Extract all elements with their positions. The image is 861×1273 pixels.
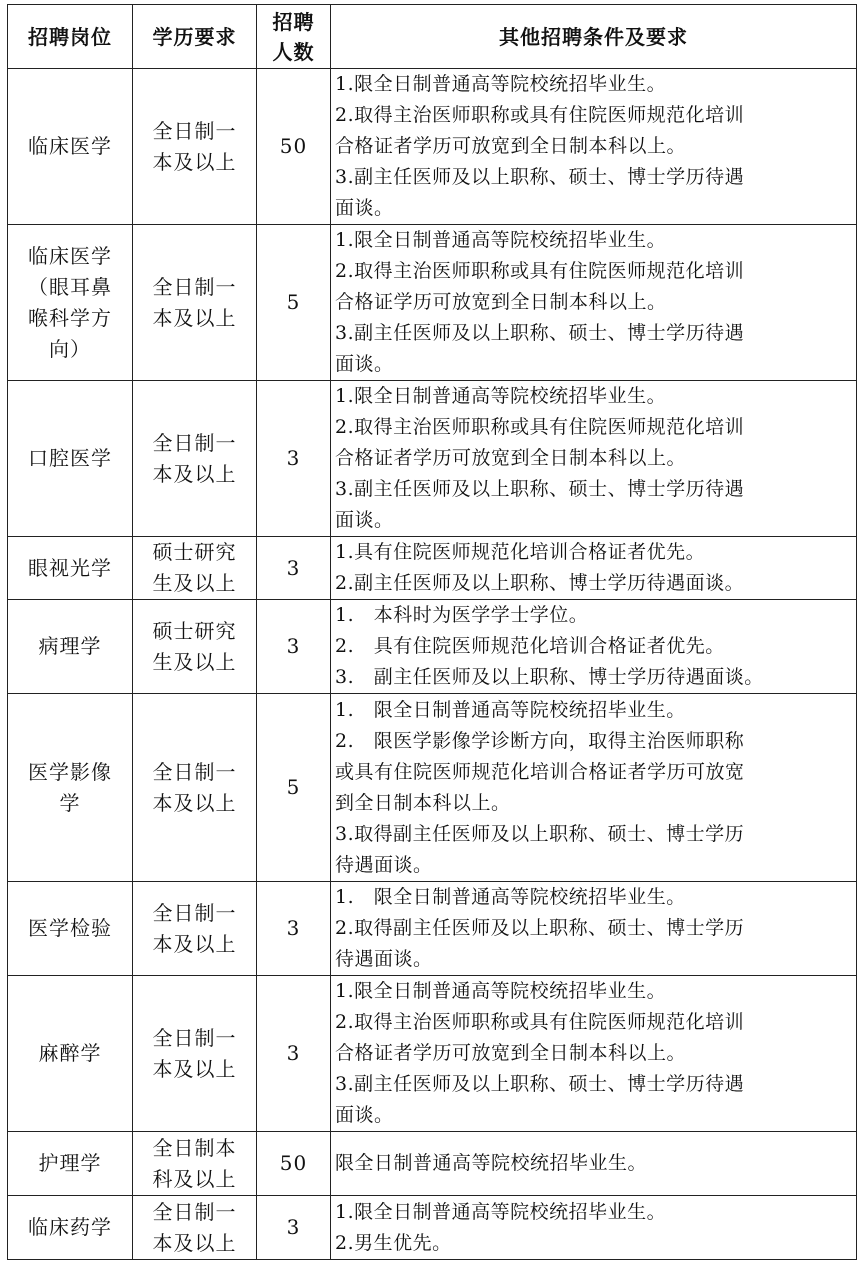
condition-line: 面谈。 [335, 509, 394, 531]
condition-line: 3.副主任医师及以上职称、硕士、博士学历待遇 [335, 1073, 745, 1095]
education-text: 硕士研究 生及以上 [152, 618, 237, 674]
condition-line: 合格证者学历可放宽到全日制本科以上。 [335, 135, 687, 157]
condition-line: 2.男生优先。 [335, 1231, 452, 1254]
count-cell: 3 [257, 1196, 331, 1260]
education-cell [133, 976, 257, 1132]
condition-line: 2.取得主治医师职称或具有住院医师规范化培训 [335, 1011, 745, 1033]
conditions-cell [331, 225, 857, 381]
education-text: 全日制一 本及以上 [152, 118, 237, 174]
table-row [8, 600, 857, 694]
condition-line: 1.限全日制普通高等院校统招毕业生。 [335, 385, 667, 407]
condition-line: 3.副主任医师及以上职称、硕士、博士学历待遇 [335, 478, 745, 500]
education-cell [133, 1196, 257, 1260]
condition-line: 3.副主任医师及以上职称、硕士、博士学历待遇 [335, 322, 745, 344]
condition-line: 2.取得主治医师职称或具有住院医师规范化培训 [335, 104, 745, 126]
position-text: 临床医学 （眼耳鼻 喉科学方 向） [28, 243, 112, 361]
count-cell: 3 [257, 976, 331, 1132]
position-cell [8, 537, 133, 600]
position-text: 口腔医学 [28, 446, 112, 470]
conditions-cell [331, 381, 857, 537]
condition-line: 1. 本科时为医学学士学位。 [335, 604, 589, 626]
education-cell [133, 381, 257, 537]
condition-line: 2. 具有住院医师规范化培训合格证者优先。 [335, 635, 725, 657]
header-count-text: 招聘 人数 [272, 9, 315, 64]
recruitment-table [7, 4, 857, 1260]
condition-line: 待遇面谈。 [335, 948, 433, 970]
count-cell: 3 [257, 600, 331, 694]
conditions-cell [331, 694, 857, 882]
position-cell [8, 882, 133, 976]
position-cell [8, 69, 133, 225]
condition-line: 2.取得副主任医师及以上职称、硕士、博士学历 [335, 917, 745, 939]
table-row [8, 1132, 857, 1196]
condition-line: 2.取得主治医师职称或具有住院医师规范化培训 [335, 416, 745, 438]
position-text: 临床药学 [28, 1215, 112, 1239]
header-conditions: 其他招聘条件及要求 [331, 5, 857, 69]
condition-line: 面谈。 [335, 353, 394, 375]
education-text: 全日制一 本及以上 [152, 1199, 237, 1255]
education-text: 全日制一 本及以上 [152, 900, 237, 956]
position-cell [8, 694, 133, 882]
table-row [8, 69, 857, 225]
table-row [8, 976, 857, 1132]
position-text: 护理学 [38, 1151, 102, 1175]
condition-line: 合格证学历可放宽到全日制本科以上。 [335, 291, 667, 313]
condition-line: 1. 限全日制普通高等院校统招毕业生。 [335, 886, 686, 908]
condition-line: 合格证者学历可放宽到全日制本科以上。 [335, 447, 687, 469]
condition-line: 1.限全日制普通高等院校统招毕业生。 [335, 1200, 667, 1223]
education-cell [133, 694, 257, 882]
condition-line: 2.取得主治医师职称或具有住院医师规范化培训 [335, 260, 745, 282]
conditions-cell [331, 1132, 857, 1196]
position-cell [8, 225, 133, 381]
condition-line: 2.副主任医师及以上职称、博士学历待遇面谈。 [335, 572, 745, 594]
position-text: 病理学 [38, 634, 102, 658]
count-cell: 3 [257, 381, 331, 537]
education-cell [133, 600, 257, 694]
condition-line: 面谈。 [335, 197, 394, 219]
condition-line: 3. 副主任医师及以上职称、博士学历待遇面谈。 [335, 666, 764, 688]
position-text: 临床医学 [28, 134, 112, 158]
table-row [8, 225, 857, 381]
education-cell [133, 1132, 257, 1196]
conditions-cell [331, 976, 857, 1132]
education-cell [133, 225, 257, 381]
position-text: 麻醉学 [38, 1041, 102, 1065]
education-text: 硕士研究 生及以上 [152, 540, 237, 595]
conditions-cell [331, 600, 857, 694]
condition-line: 面谈。 [335, 1104, 394, 1126]
count-cell: 5 [257, 225, 331, 381]
count-cell: 5 [257, 694, 331, 882]
count-cell: 3 [257, 537, 331, 600]
condition-line: 1.具有住院医师规范化培训合格证者优先。 [335, 541, 706, 563]
condition-line: 3.副主任医师及以上职称、硕士、博士学历待遇 [335, 166, 745, 188]
count-cell: 50 [257, 1132, 331, 1196]
position-cell [8, 1196, 133, 1260]
education-text: 全日制一 本及以上 [152, 759, 237, 815]
table-body [8, 69, 857, 1260]
count-cell: 3 [257, 882, 331, 976]
education-cell [133, 882, 257, 976]
condition-line: 1. 限全日制普通高等院校统招毕业生。 [335, 698, 686, 721]
header-position: 招聘岗位 [8, 5, 133, 69]
conditions-cell [331, 537, 857, 600]
education-text: 全日制一 本及以上 [152, 274, 237, 330]
condition-line: 合格证者学历可放宽到全日制本科以上。 [335, 1042, 687, 1064]
education-cell [133, 537, 257, 600]
position-cell [8, 1132, 133, 1196]
condition-line: 1.限全日制普通高等院校统招毕业生。 [335, 229, 667, 251]
conditions-cell [331, 882, 857, 976]
header-education: 学历要求 [133, 5, 257, 69]
position-cell [8, 600, 133, 694]
header-row [8, 5, 857, 69]
education-text: 全日制本 科及以上 [152, 1135, 237, 1191]
condition-line: 1.限全日制普通高等院校统招毕业生。 [335, 980, 667, 1002]
position-cell [8, 381, 133, 537]
position-text: 医学影像 学 [28, 759, 112, 815]
condition-line: 2. 限医学影像学诊断方向，取得主治医师职称 [335, 729, 745, 752]
condition-line: 或具有住院医师规范化培训合格证者学历可放宽 [335, 760, 745, 783]
table-row [8, 1196, 857, 1260]
condition-line: 到全日制本科以上。 [335, 791, 511, 814]
table-row [8, 537, 857, 600]
education-text: 全日制一 本及以上 [152, 430, 237, 486]
table-row [8, 381, 857, 537]
table-row [8, 694, 857, 882]
position-text: 眼视光学 [28, 555, 112, 580]
conditions-cell [331, 69, 857, 225]
condition-line: 1.限全日制普通高等院校统招毕业生。 [335, 73, 667, 95]
condition-line: 限全日制普通高等院校统招毕业生。 [335, 1152, 648, 1174]
education-cell [133, 69, 257, 225]
position-cell [8, 976, 133, 1132]
condition-line: 待遇面谈。 [335, 853, 433, 876]
table-row [8, 882, 857, 976]
position-text: 医学检验 [28, 916, 112, 940]
header-count [257, 5, 331, 69]
condition-line: 3.取得副主任医师及以上职称、硕士、博士学历 [335, 822, 745, 845]
count-cell: 50 [257, 69, 331, 225]
education-text: 全日制一 本及以上 [152, 1025, 237, 1081]
conditions-cell [331, 1196, 857, 1260]
